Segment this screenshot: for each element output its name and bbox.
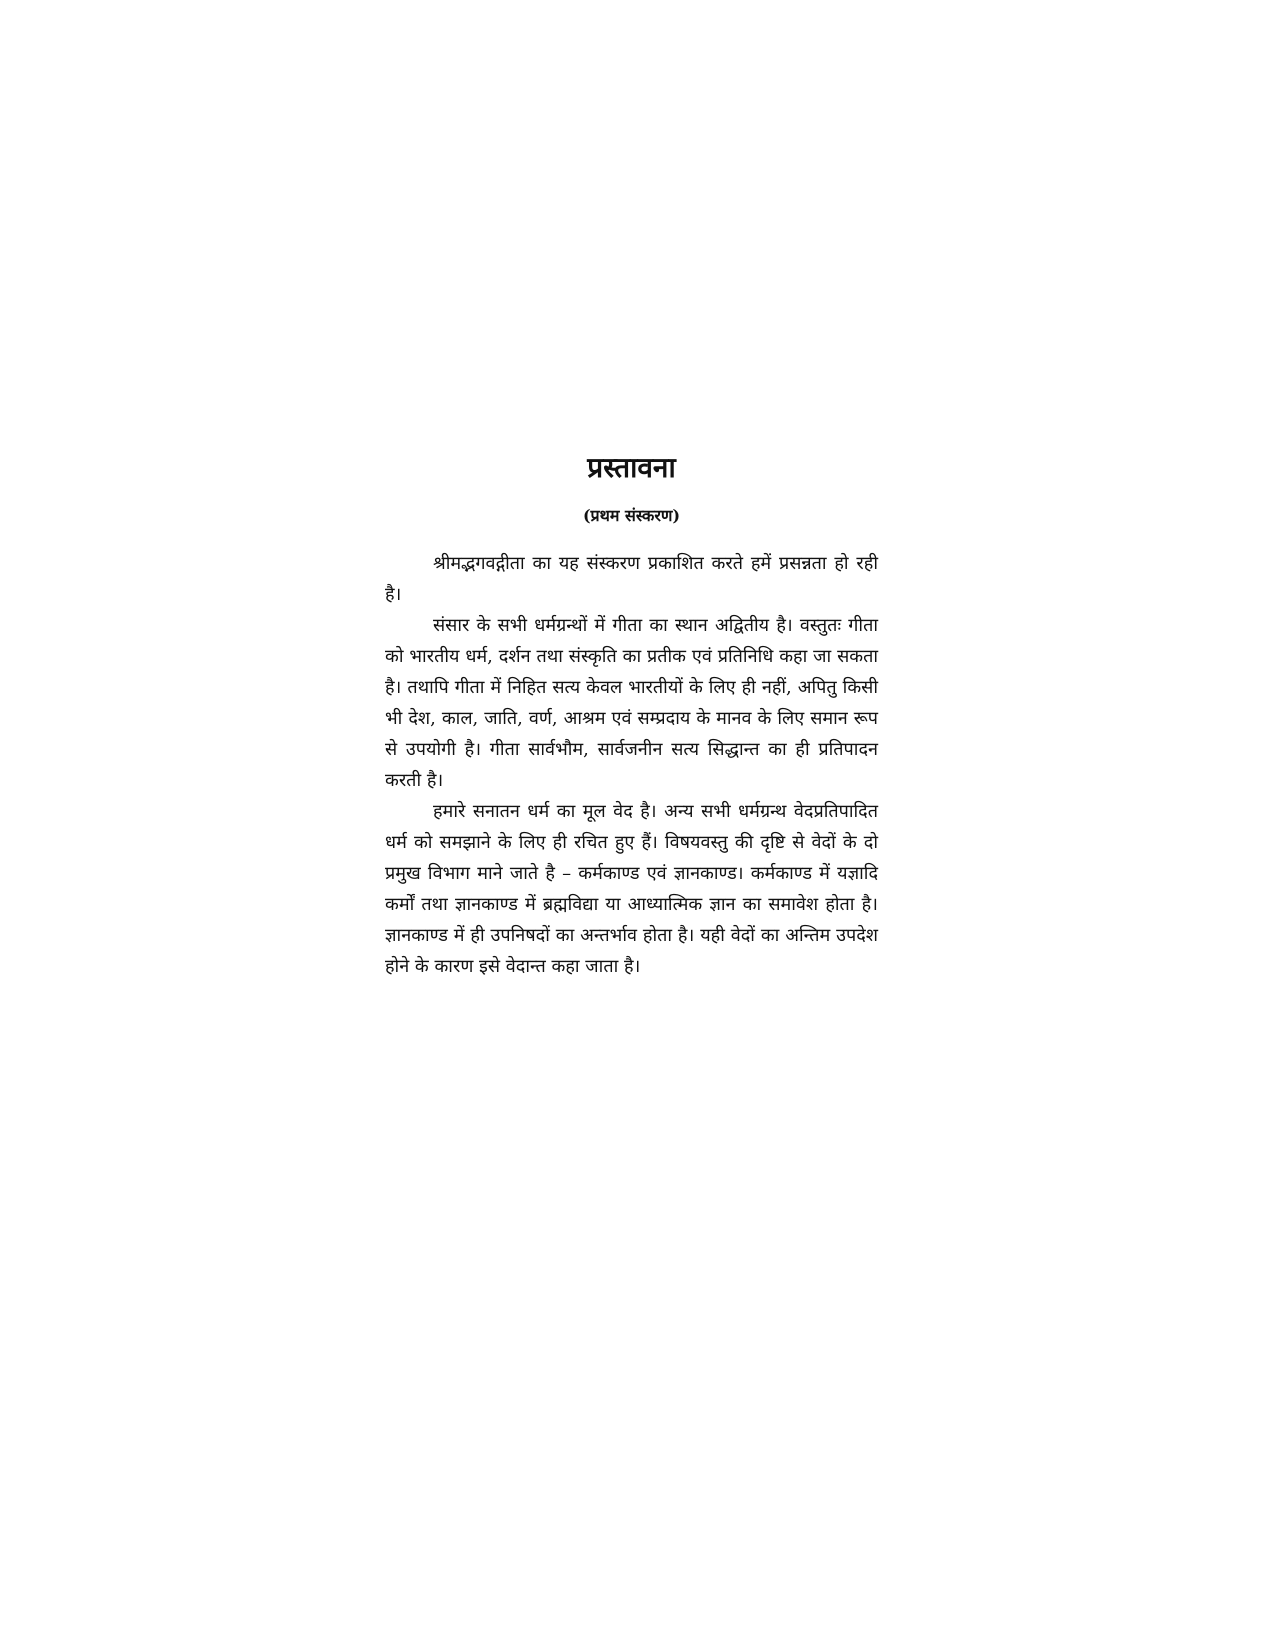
page-title: प्रस्तावना (587, 451, 676, 484)
paragraph-2: संसार के सभी धर्मग्रन्थों में गीता का स्थान अद्वितीय है। वस्तुतः गीता को भारतीय धर्म, दर्शन तथा संस्कृति का प्रतीक एवं प्रतिनिधि कहा जा सकता है। तथापि गीता में निहित सत्य केवल भारतीयों के लिए ही नहीं, अपितु किसी भी देश, काल, जाति, वर्ण, आश्रम एवं सम्प्रदाय के मानव के लिए समान रूप से उपयोगी है। गीता सार्वभौम, सार्वजनीन सत्य सिद्धान्त का ही प्रतिपादन करती है। (385, 615, 878, 791)
edition-subtitle: (प्रथम संस्करण) (582, 506, 681, 525)
preface-text-block (385, 448, 878, 982)
paragraph-3: हमारे सनातन धर्म का मूल वेद है। अन्य सभी धर्मग्रन्थ वेदप्रतिपादित धर्म को समझाने के लिए ही रचित हुए हैं। विषयवस्तु की दृष्टि से वेदों के दो प्रमुख विभाग माने जाते है – कर्मकाण्ड एवं ज्ञानकाण्ड। कर्मकाण्ड में यज्ञादि कर्मों तथा ज्ञानकाण्ड में ब्रह्मविद्या या आध्यात्मिक ज्ञान का समावेश होता है। ज्ञानकाण्ड में ही उपनिषदों का अन्तर्भाव होता है। यही वेदों का अन्तिम उपदेश होने के कारण इसे वेदान्त कहा जाता है। (385, 801, 878, 977)
paragraph-1: श्रीमद्भगवद्गीता का यह संस्करण प्रकाशित करते हमें प्रसन्नता हो रही है। (385, 553, 878, 605)
preface-body (385, 548, 878, 982)
